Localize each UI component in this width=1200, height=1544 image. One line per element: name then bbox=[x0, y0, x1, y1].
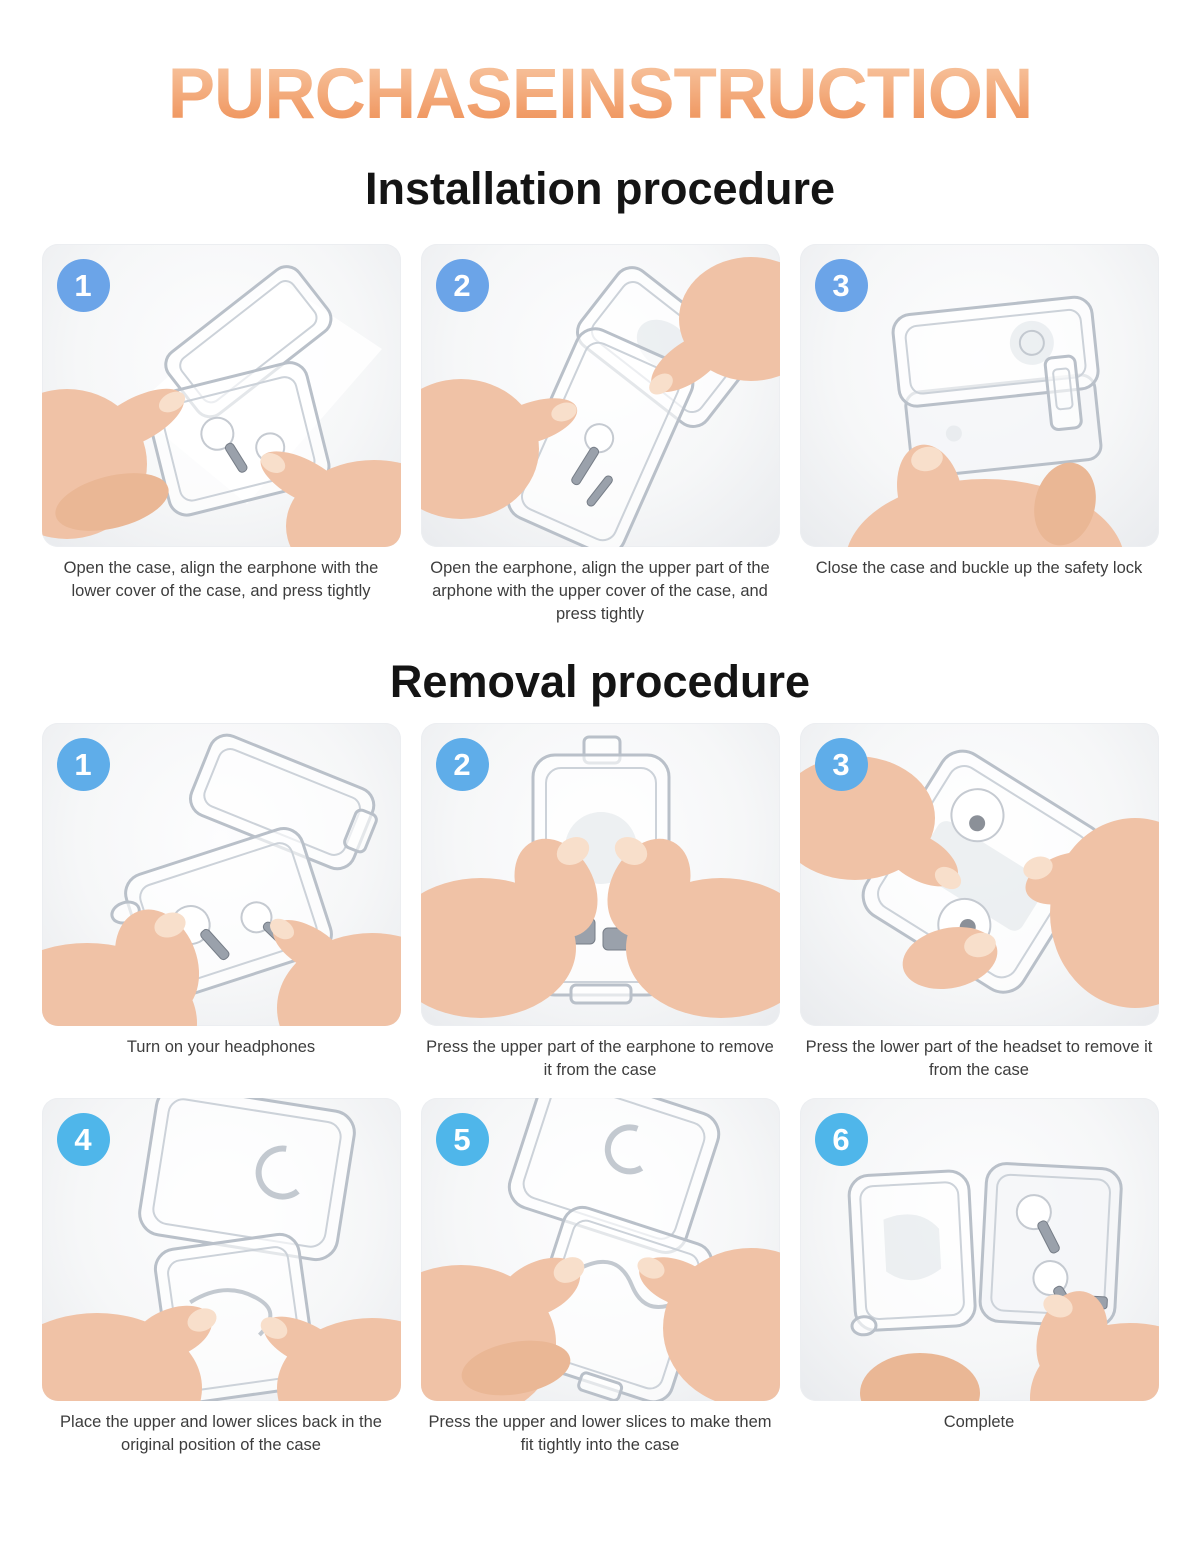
step-number-badge: 4 bbox=[57, 1113, 110, 1166]
step-caption: Open the earphone, align the upper part of the arphone with the upper cover of the case, and press tightly bbox=[430, 559, 770, 623]
step-card bbox=[421, 1098, 780, 1459]
left-hand bbox=[42, 1295, 220, 1401]
step-caption: Close the case and buckle up the safety lock bbox=[815, 559, 1143, 577]
step-card bbox=[42, 244, 401, 629]
section-heading-removal: Removal procedure bbox=[389, 656, 811, 707]
step-photo bbox=[421, 723, 780, 1026]
removal-steps-row-2 bbox=[0, 1098, 1200, 1459]
step-card bbox=[800, 1098, 1159, 1459]
step-card bbox=[421, 244, 780, 629]
step-photo bbox=[42, 723, 401, 1026]
step-number-badge: 1 bbox=[57, 259, 110, 312]
step-number-badge: 3 bbox=[815, 259, 868, 312]
lanyard-loop bbox=[851, 1316, 876, 1335]
step-number-badge: 2 bbox=[436, 259, 489, 312]
step-caption: Press the upper and lower slices to make them fit tightly into the case bbox=[428, 1413, 772, 1454]
step-photo bbox=[42, 1098, 401, 1401]
step-caption: Complete bbox=[943, 1413, 1015, 1431]
step-photo bbox=[421, 244, 780, 547]
step-card bbox=[800, 723, 1159, 1084]
step-photo bbox=[421, 1098, 780, 1401]
step-photo bbox=[800, 1098, 1159, 1401]
step-caption: Place the upper and lower slices back in the original position of the case bbox=[60, 1413, 382, 1454]
step-caption: Open the case, align the earphone with the lower cover of the case, and press tightly bbox=[63, 559, 379, 600]
step-caption: Press the lower part of the headset to remove it from the case bbox=[805, 1038, 1153, 1079]
step-number-badge: 3 bbox=[815, 738, 868, 791]
step-caption: Press the upper part of the earphone to remove it from the case bbox=[426, 1038, 774, 1079]
step-number-badge: 2 bbox=[436, 738, 489, 791]
step-photo bbox=[800, 723, 1159, 1026]
section-heading-installation: Installation procedure bbox=[364, 163, 836, 214]
step-caption: Turn on your headphones bbox=[126, 1038, 316, 1056]
step-card bbox=[421, 723, 780, 1084]
installation-steps-row bbox=[0, 244, 1200, 629]
step-number-badge: 6 bbox=[815, 1113, 868, 1166]
safety-lock-buckle bbox=[1044, 355, 1081, 430]
page-header bbox=[0, 44, 1200, 144]
step-card bbox=[42, 1098, 401, 1459]
case-half-empty bbox=[844, 1170, 976, 1335]
step-card bbox=[42, 723, 401, 1084]
right-hand bbox=[263, 909, 400, 1026]
step-photo bbox=[800, 244, 1159, 547]
step-card bbox=[800, 244, 1159, 629]
left-thumb bbox=[860, 1353, 980, 1401]
bottom-latch bbox=[571, 985, 631, 1003]
step-number-badge: 1 bbox=[57, 738, 110, 791]
page-title bbox=[0, 44, 1200, 144]
step-photo bbox=[42, 244, 401, 547]
page-title-text: PURCHASEINSTRUCTION bbox=[167, 55, 1033, 134]
step-number-badge: 5 bbox=[436, 1113, 489, 1166]
removal-steps-row-1 bbox=[0, 723, 1200, 1084]
